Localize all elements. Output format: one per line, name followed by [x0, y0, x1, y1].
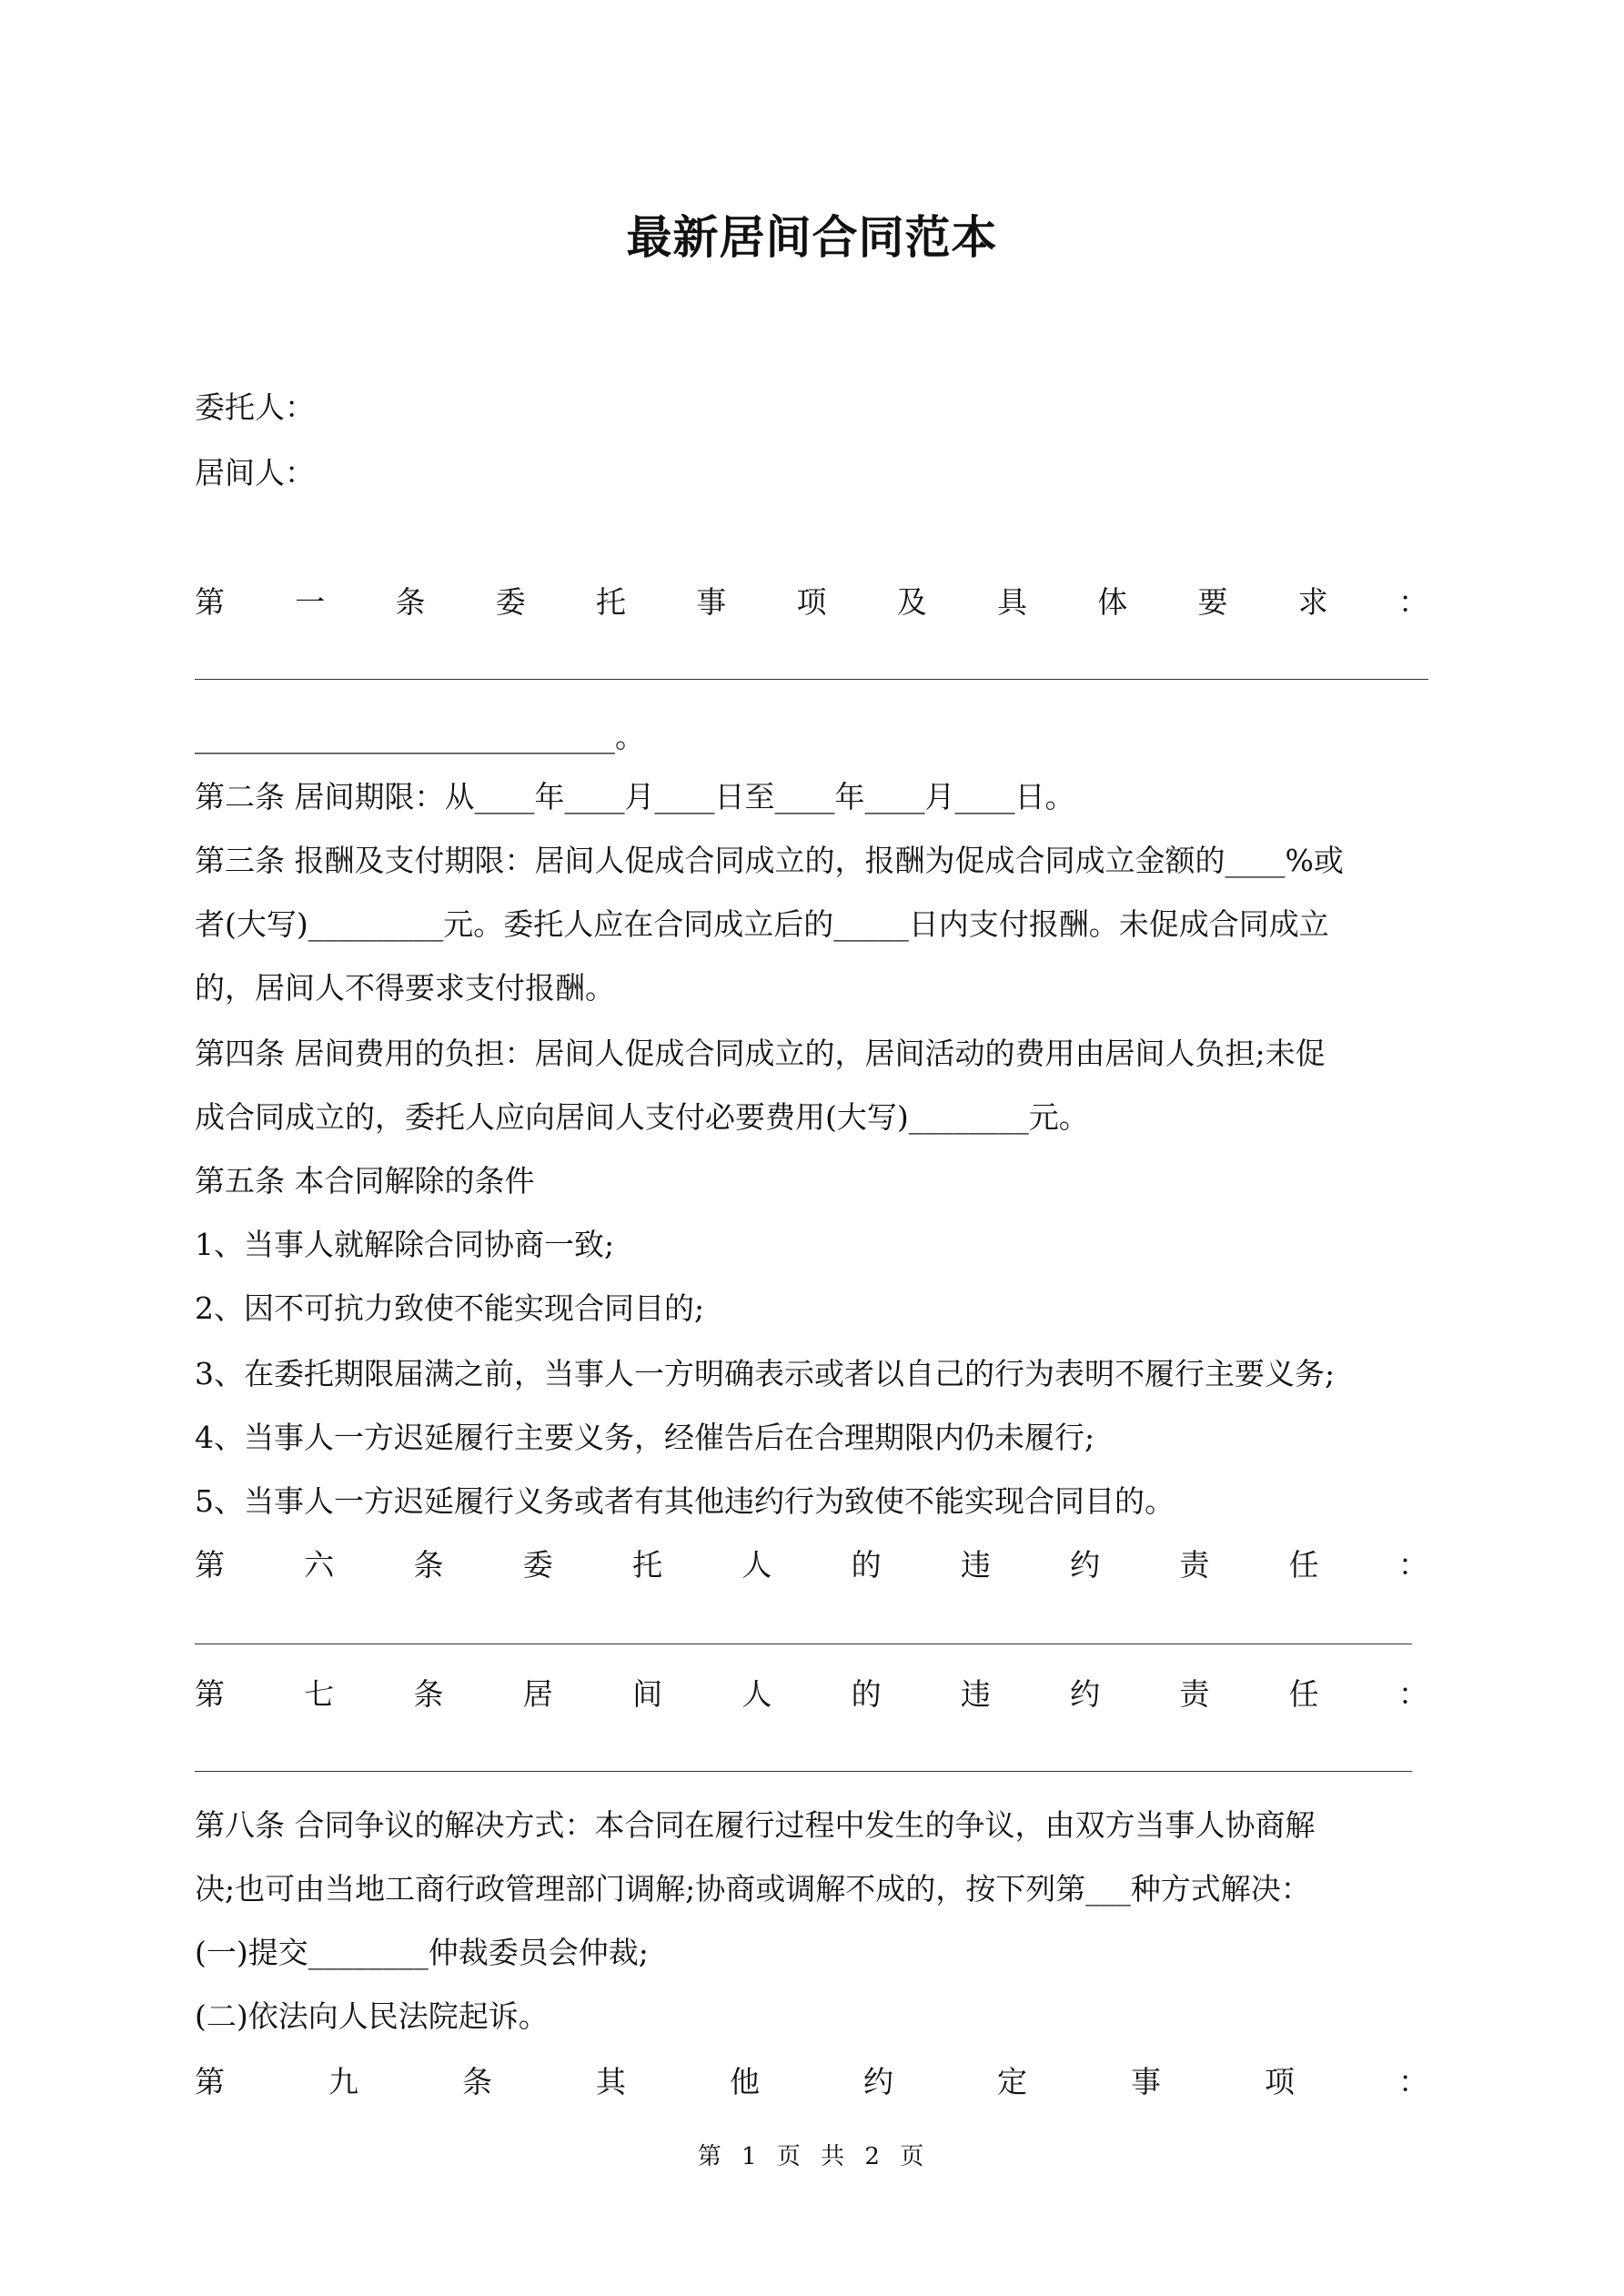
heading-char: 具	[997, 584, 1027, 620]
footer-part: 页	[776, 2143, 803, 2170]
article-3-line-3: 的，居间人不得要求支付报酬。	[195, 970, 615, 1006]
heading-char: 委	[495, 584, 526, 620]
heading-char: 任	[1288, 1547, 1319, 1583]
heading-char: 第	[195, 584, 225, 620]
article-2: 第二条 居间期限：从____年____月____日至____年____月____日。	[195, 779, 1075, 814]
article-7-heading	[195, 1673, 1428, 1716]
heading-char: ：	[1398, 584, 1428, 620]
heading-char: 条	[395, 584, 426, 620]
party-client-label: 委托人：	[195, 389, 315, 425]
article-1-blank-end: ____________________________。	[195, 719, 645, 754]
article-4-line-2: 成合同成立的，委托人应向居间人支付必要费用(大写)________元。	[195, 1099, 1089, 1135]
heading-char: 第	[195, 2064, 225, 2099]
article-8-option-2: (二)依法向人民法院起诉。	[195, 1998, 549, 2034]
footer-part: 共	[821, 2143, 848, 2170]
footer-part: 第	[697, 2143, 724, 2170]
heading-char: 约	[1070, 1676, 1101, 1712]
heading-char: 一	[295, 584, 326, 620]
heading-char: ：	[1398, 2064, 1428, 2099]
heading-char: 九	[328, 2064, 358, 2099]
article-8-option-1: (一)提交________仲裁委员会仲裁;	[195, 1935, 649, 1970]
heading-char: 及	[896, 584, 927, 620]
heading-char: 求	[1297, 584, 1328, 620]
heading-char: 违	[960, 1676, 991, 1712]
heading-char: 托	[596, 584, 626, 620]
heading-char: 第	[195, 1547, 225, 1583]
heading-char: 条	[413, 1547, 444, 1583]
heading-char: 条	[462, 2064, 492, 2099]
heading-char: 责	[1179, 1547, 1210, 1583]
heading-char: 的	[851, 1547, 882, 1583]
heading-char: 人	[741, 1547, 772, 1583]
heading-char: 他	[730, 2064, 760, 2099]
heading-char: 的	[851, 1676, 882, 1712]
footer-current-page: 1	[741, 2143, 760, 2170]
heading-char: 人	[741, 1676, 772, 1712]
heading-char: 约	[1070, 1547, 1101, 1583]
article-5-item-1: 1、当事人就解除合同协商一致;	[195, 1227, 615, 1262]
article-1-heading	[195, 581, 1428, 624]
heading-char: 托	[632, 1547, 663, 1583]
article-3-line-2: 者(大写)_________元。委托人应在合同成立后的_____日内支付报酬。未促成合同成立	[195, 906, 1329, 942]
heading-char: 六	[304, 1547, 335, 1583]
heading-char: 体	[1097, 584, 1128, 620]
heading-char: 违	[960, 1547, 991, 1583]
heading-char: 要	[1197, 584, 1228, 620]
article-5-item-4: 4、当事人一方迟延履行主要义务，经催告后在合理期限内仍未履行;	[195, 1420, 1095, 1455]
heading-char: ：	[1397, 1676, 1428, 1712]
article-8-line-1: 第八条 合同争议的解决方式：本合同在履行过程中发生的争议，由双方当事人协商解	[195, 1807, 1316, 1843]
party-broker-label: 居间人：	[195, 455, 315, 491]
page-footer	[0, 2140, 1624, 2173]
article-5-heading: 第五条 本合同解除的条件	[195, 1163, 535, 1199]
article-5-item-5: 5、当事人一方迟延履行义务或者有其他违约行为致使不能实现合同目的。	[195, 1483, 1175, 1519]
heading-char: 居	[522, 1676, 553, 1712]
heading-char: 项	[1265, 2064, 1295, 2099]
heading-char: 间	[632, 1676, 663, 1712]
heading-char: 其	[596, 2064, 626, 2099]
article-4-line-1: 第四条 居间费用的负担：居间人促成合同成立的，居间活动的费用由居间人负担;未促	[195, 1036, 1326, 1071]
footer-part: 页	[900, 2143, 927, 2170]
heading-char: 七	[304, 1676, 335, 1712]
heading-char: ：	[1397, 1547, 1428, 1583]
heading-char: 事	[696, 584, 727, 620]
heading-char: 委	[522, 1547, 553, 1583]
heading-char: 第	[195, 1676, 225, 1712]
article-6-heading	[195, 1543, 1428, 1587]
heading-char: 事	[1131, 2064, 1161, 2099]
heading-char: 责	[1179, 1676, 1210, 1712]
article-7-blank-line	[195, 1771, 1412, 1772]
heading-char: 项	[796, 584, 827, 620]
article-5-item-2: 2、因不可抗力致使不能实现合同目的;	[195, 1290, 705, 1326]
article-1-blank-line	[195, 679, 1428, 680]
heading-char: 条	[413, 1676, 444, 1712]
footer-total-pages: 2	[864, 2143, 883, 2170]
article-3-line-1: 第三条 报酬及支付期限：居间人促成合同成立的，报酬为促成合同成立金额的____%或	[195, 843, 1344, 878]
heading-char: 约	[863, 2064, 893, 2099]
article-8-line-2: 决;也可由当地工商行政管理部门调解;协商或调解不成的，按下列第___种方式解决：	[195, 1871, 1311, 1907]
heading-char: 任	[1288, 1676, 1319, 1712]
article-5-item-3: 3、在委托期限届满之前，当事人一方明确表示或者以自己的行为表明不履行主要义务;	[195, 1356, 1336, 1391]
document-title: 最新居间合同范本	[626, 210, 998, 264]
heading-char: 定	[997, 2064, 1027, 2099]
article-9-heading	[195, 2060, 1428, 2104]
